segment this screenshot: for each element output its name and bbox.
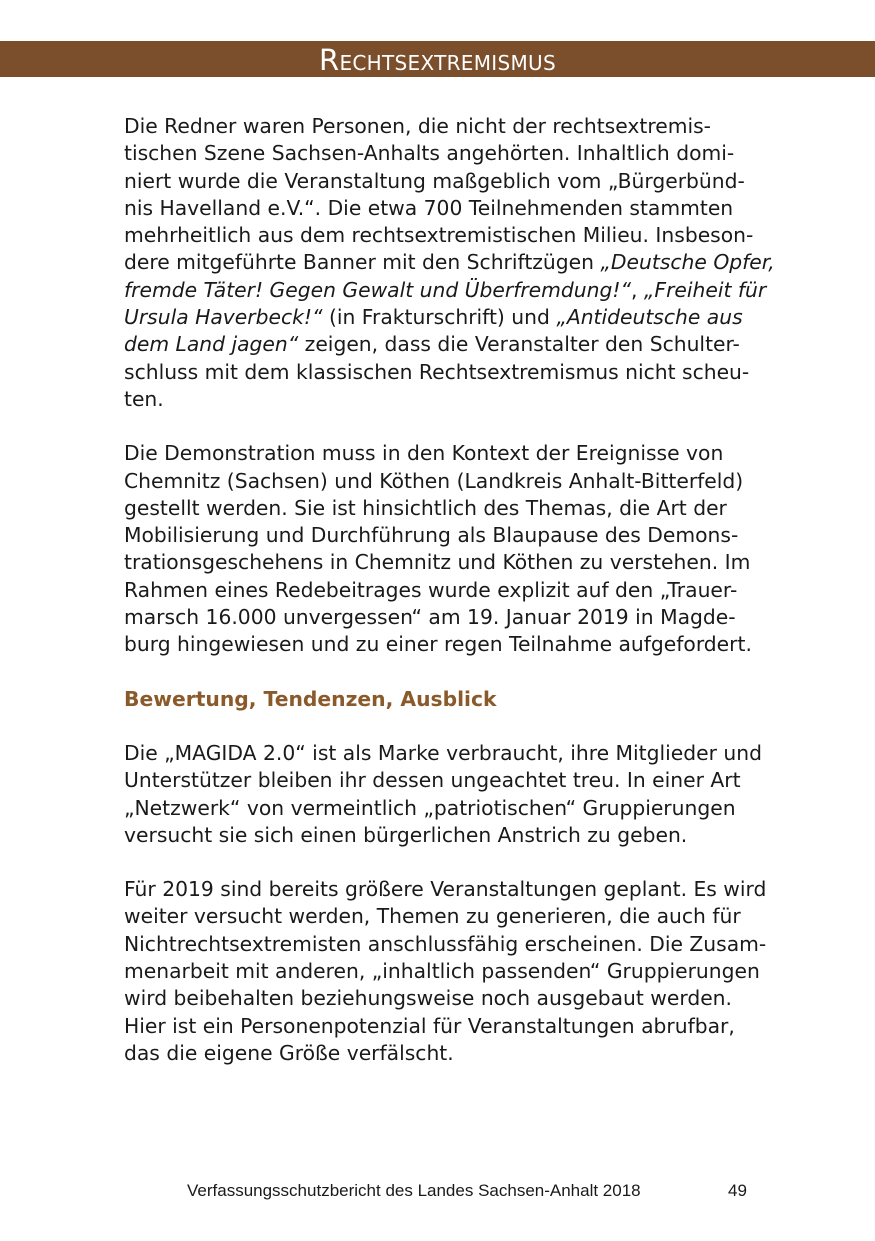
text-line: tischen Szene Sachsen-Anhalts angehörten. Inhaltlich domi- xyxy=(124,141,735,166)
text-line: niert wurde die Veranstaltung maßgeblich vom „Bürgerbünd- xyxy=(124,168,745,193)
text-line: trationsgeschehens in Chemnitz und Köthen zu verstehen. Im xyxy=(124,550,751,575)
text-line: das die eigene Größe verfälscht. xyxy=(124,1040,454,1065)
italic-quote: „Deutsche Opfer, xyxy=(600,250,775,275)
text-line: dem Land jagen“ zeigen, dass die Veranstalter den Schulter- xyxy=(124,332,740,357)
text-line: Rahmen eines Redebeitrages wurde explizit auf den „Trauer- xyxy=(124,577,738,602)
text-line: burg hingewiesen und zu einer regen Teilnahme aufgefordert. xyxy=(124,632,752,657)
text-line: Nichtrechtsextremisten anschlussfähig erscheinen. Die Zusam- xyxy=(124,931,767,956)
text-line: ten. xyxy=(124,386,164,411)
page-title: Rechtsextremismus xyxy=(319,43,556,77)
text-line: Die „MAGIDA 2.0“ ist als Marke verbraucht, ihre Mitglieder und xyxy=(124,740,762,765)
text-line: menarbeit mit anderen, „inhaltlich passenden“ Gruppierungen xyxy=(124,959,760,984)
text-line: nis Havelland e.V.“. Die etwa 700 Teilnehmenden stammten xyxy=(124,195,734,220)
paragraph-demonstration xyxy=(124,440,764,658)
main-content xyxy=(124,113,775,1094)
text-line: wird beibehalten beziehungsweise noch ausgebaut werden. xyxy=(124,986,732,1011)
section-heading: Bewertung, Tendenzen, Ausblick xyxy=(124,686,497,711)
italic-quote: Ursula Haverbeck!“ xyxy=(124,305,323,330)
footer-text: Verfassungsschutzbericht des Landes Sachsen-Anhalt 2018 xyxy=(187,1181,641,1200)
italic-quote: dem Land jagen“ xyxy=(124,332,299,357)
italic-quote: „Freiheit für xyxy=(643,277,767,302)
text-line: dere mitgeführte Banner mit den Schriftzügen „Deutsche Opfer, xyxy=(124,250,775,275)
text-line: schluss mit dem klassischen Rechtsextremismus nicht scheu- xyxy=(124,359,750,384)
italic-quote: „Antideutsche aus xyxy=(556,305,743,330)
paragraph-ausblick xyxy=(124,876,767,1067)
text-line: Die Redner waren Personen, die nicht der rechtsextremis- xyxy=(124,114,711,138)
text-line: Unterstützer bleiben ihr dessen ungeachtet treu. In einer Art xyxy=(124,768,741,793)
text-line: marsch 16.000 unvergessen“ am 19. Januar 2019 in Magde- xyxy=(124,605,736,630)
text-line: fremde Täter! Gegen Gewalt und Überfremdung!“, „Freiheit für xyxy=(124,277,767,302)
text-line: Die Demonstration muss in den Kontext der Ereignisse von xyxy=(124,441,724,466)
text-line: Für 2019 sind bereits größere Veranstaltungen geplant. Es wird xyxy=(124,877,767,902)
text-line: Mobilisierung und Durchführung als Blaupause des Demons- xyxy=(124,523,739,548)
text-line: „Netzwerk“ von vermeintlich „patriotischen“ Gruppierungen xyxy=(124,795,736,820)
text-line: versucht sie sich einen bürgerlichen Anstrich zu geben. xyxy=(124,822,688,847)
text-line: Chemnitz (Sachsen) und Köthen (Landkreis Anhalt-Bitterfeld) xyxy=(124,468,744,493)
text-line: gestellt werden. Sie ist hinsichtlich des Themas, die Art der xyxy=(124,495,727,520)
text-line: weiter versucht werden, Themen zu generieren, die auch für xyxy=(124,904,741,929)
page-number: 49 xyxy=(728,1181,747,1200)
paragraph-redner xyxy=(124,113,775,413)
paragraph-magida xyxy=(124,740,764,849)
italic-quote: fremde Täter! Gegen Gewalt und Überfremdung!“ xyxy=(124,277,632,302)
text-line: Ursula Haverbeck!“ (in Frakturschrift) und „Antideutsche aus xyxy=(124,305,743,330)
text-line: Hier ist ein Personenpotenzial für Veranstaltungen abrufbar, xyxy=(124,1013,735,1038)
text-line: mehrheitlich aus dem rechtsextremistischen Milieu. Insbeson- xyxy=(124,223,754,248)
